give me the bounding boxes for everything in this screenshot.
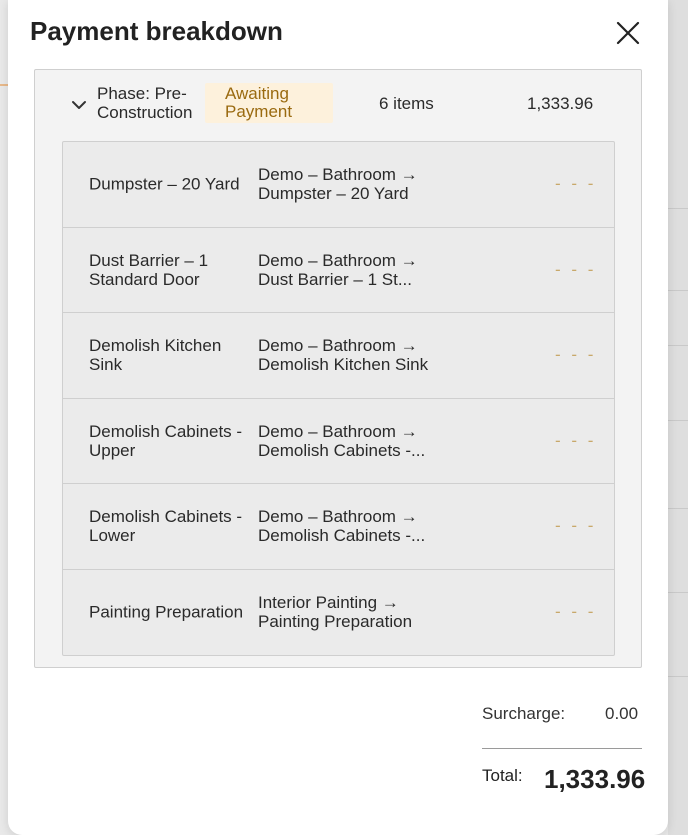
background-row-divider: [668, 592, 688, 593]
item-path: Demo – Bathroom → Dust Barrier – 1 St...: [258, 250, 418, 289]
item-name: Demolish Cabinets - Upper: [89, 421, 243, 460]
item-name: Dust Barrier – 1 Standard Door: [89, 250, 209, 289]
item-amount: - - -: [555, 430, 597, 450]
payment-breakdown-modal: [8, 0, 668, 835]
total-value: 1,333.96: [544, 764, 646, 794]
item-path: Interior Painting → Painting Preparation: [258, 593, 413, 632]
phase-label: Phase: Pre-Construction: [97, 84, 193, 122]
item-name: Painting Preparation: [89, 602, 244, 622]
item-name: Demolish Kitchen Sink: [89, 336, 222, 375]
background-page-edge: [668, 0, 688, 835]
background-row-divider: [668, 676, 688, 677]
chevron-down-icon[interactable]: [69, 95, 89, 115]
background-row-divider: [668, 208, 688, 209]
status-badge: Awaiting Payment: [205, 83, 333, 123]
table-row: [63, 228, 614, 314]
item-path: Demo – Bathroom → Demolish Cabinets -...: [258, 507, 426, 546]
total-label: Total:: [482, 766, 523, 785]
item-path: Demo – Bathroom → Demolish Kitchen Sink: [258, 336, 429, 375]
surcharge-value: 0.00: [605, 704, 639, 723]
item-count: 6 items: [379, 94, 434, 113]
close-button[interactable]: [612, 17, 644, 49]
item-amount: - - -: [555, 516, 597, 536]
item-name: Dumpster – 20 Yard: [89, 174, 240, 194]
background-row-divider: [668, 290, 688, 291]
phase-card: [34, 69, 642, 668]
item-path: Demo – Bathroom → Dumpster – 20 Yard: [258, 165, 418, 204]
phase-header[interactable]: [35, 70, 641, 140]
surcharge-label: Surcharge:: [482, 704, 566, 723]
background-row-divider: [668, 345, 688, 346]
table-row: [63, 142, 614, 228]
item-amount: - - -: [555, 174, 597, 194]
phase-amount: 1,333.96: [527, 94, 594, 113]
close-icon: [612, 17, 644, 49]
table-row: [63, 313, 614, 399]
totals-divider: [482, 748, 642, 749]
table-row: [63, 570, 614, 656]
modal-title: Payment breakdown: [30, 16, 283, 46]
background-row-divider: [668, 508, 688, 509]
item-name: Demolish Cabinets - Lower: [89, 507, 243, 546]
items-table: [62, 141, 615, 656]
table-row: [63, 399, 614, 485]
item-amount: - - -: [555, 345, 597, 365]
item-amount: - - -: [555, 259, 597, 279]
item-path: Demo – Bathroom → Demolish Cabinets -...: [258, 421, 426, 460]
table-row: [63, 484, 614, 570]
item-amount: - - -: [555, 602, 597, 622]
background-row-divider: [668, 420, 688, 421]
